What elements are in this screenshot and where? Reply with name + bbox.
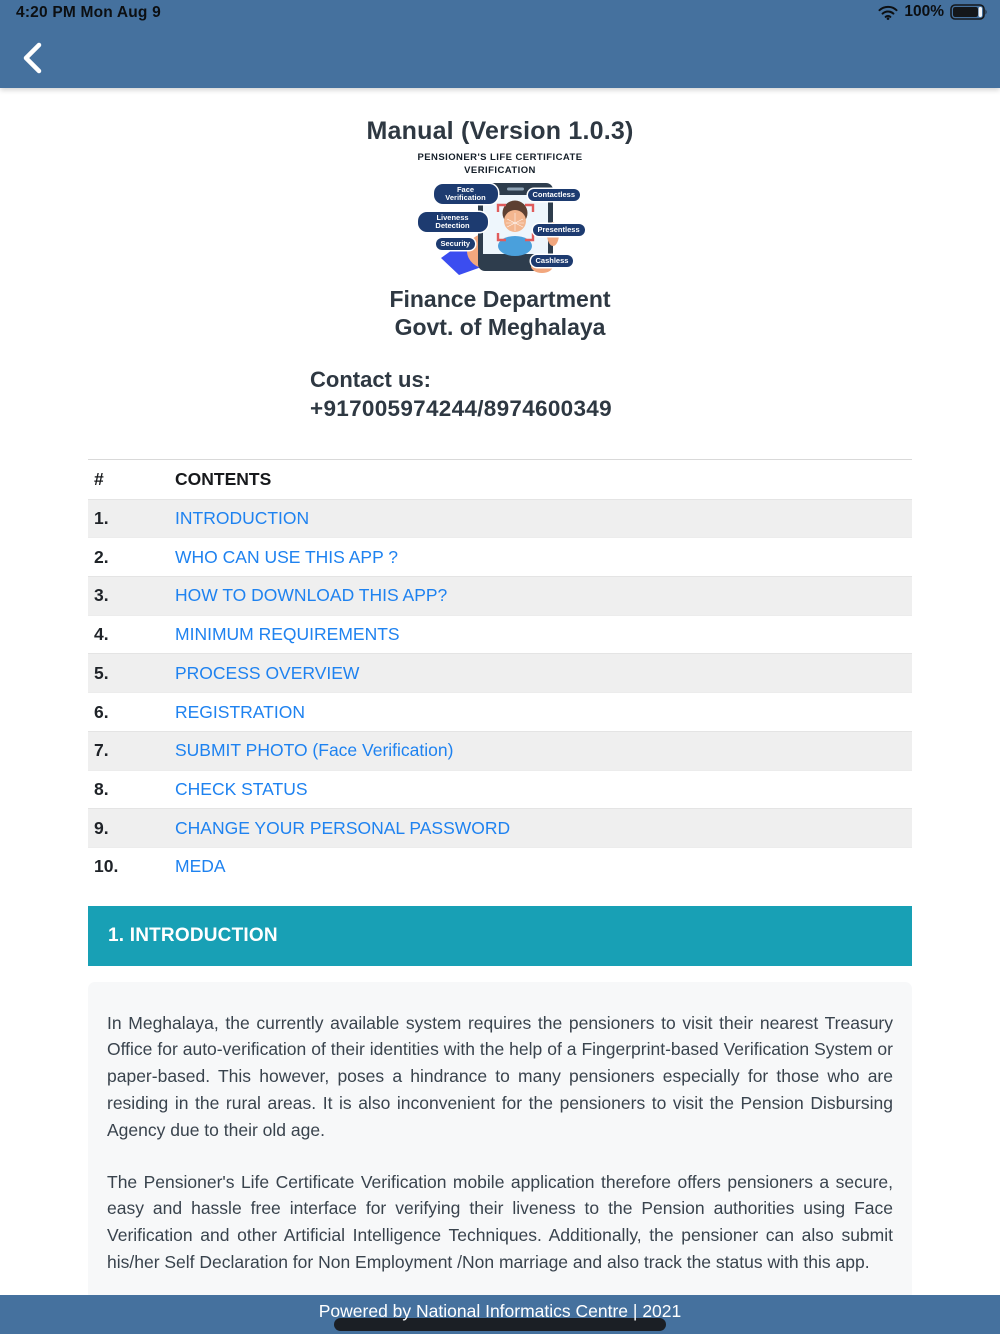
- toc-row-number: 7.: [94, 740, 109, 761]
- toc-row-number: 8.: [94, 778, 109, 799]
- wifi-icon: [878, 5, 898, 20]
- toc-row: [88, 731, 912, 770]
- toc-link-how-to-download[interactable]: HOW TO DOWNLOAD THIS APP?: [175, 585, 448, 606]
- logo-pill-cashless: Cashless: [531, 255, 574, 267]
- footer-credit: Powered by National Informatics Centre | 2021: [318, 1301, 682, 1321]
- toc-row: [88, 615, 912, 654]
- toc-row-number: 9.: [94, 817, 109, 838]
- toc-row: [88, 770, 912, 809]
- toc-row-number: 6.: [94, 701, 109, 722]
- toc-row: [88, 847, 912, 886]
- logo-pill-presentless: Presentless: [533, 224, 585, 236]
- toc-col-contents: CONTENTS: [175, 468, 272, 489]
- battery-icon: [950, 4, 988, 20]
- page-content: [0, 88, 1000, 1300]
- back-button[interactable]: [12, 38, 52, 78]
- app-logo: [413, 181, 588, 275]
- toc-row: [88, 653, 912, 692]
- battery-percent-label: 100%: [904, 3, 944, 20]
- contact-numbers[interactable]: +917005974244/8974600349: [310, 395, 612, 421]
- toc-link-submit-photo[interactable]: SUBMIT PHOTO (Face Verification): [175, 740, 454, 761]
- page-title: Manual (Version 1.0.3): [366, 117, 634, 145]
- toc-row-number: 3.: [94, 585, 109, 606]
- toc-link-introduction[interactable]: INTRODUCTION: [175, 508, 310, 529]
- toc-table: [88, 459, 912, 886]
- logo-pill-contactless: Contactless: [528, 189, 581, 201]
- toc-row: [88, 576, 912, 615]
- section-header-introduction: 1. INTRODUCTION: [88, 906, 912, 966]
- toc-link-check-status[interactable]: CHECK STATUS: [175, 778, 308, 799]
- toc-link-who-can-use[interactable]: WHO CAN USE THIS APP ?: [175, 546, 399, 567]
- toc-row-number: 2.: [94, 546, 109, 567]
- toc-row: [88, 692, 912, 731]
- toc-link-registration[interactable]: REGISTRATION: [175, 701, 305, 722]
- introduction-body: [88, 982, 912, 1300]
- department-block: [0, 285, 1000, 341]
- toc-row: [88, 808, 912, 847]
- status-datetime: 4:20 PM Mon Aug 9: [16, 4, 161, 21]
- toc-row-number: 5.: [94, 662, 109, 683]
- toc-link-process-overview[interactable]: PROCESS OVERVIEW: [175, 662, 360, 683]
- toc-col-hash: #: [94, 468, 104, 489]
- footer-bar: [0, 1295, 1000, 1334]
- introduction-paragraph-1: In Meghalaya, the currently available system requires the pensioners to visit their nearest Treasury Office for auto-verification of their identities with the help of a Fingerprint-based Verification System or paper-based. This however, poses a hindrance to many pensioners especially for those who are residing in the rural areas. It is also inconvenient for the pensioners to visit the Pension Disbursing Agency due to their old age.: [107, 1012, 893, 1140]
- toc-link-meda[interactable]: MEDA: [175, 856, 226, 877]
- contact-label: Contact us:: [310, 366, 431, 392]
- introduction-paragraph-2: The Pensioner's Life Certificate Verification mobile application therefore offers pensioners a secure, easy and hassle free interface for verifying their liveness to the Pension authorities using Face Verification and other Artificial Intelligence Techniques. Additionally, the pensioner can also submit his/her Self Declaration for Non Employment /Non marriage and also track the status with this app.: [107, 1171, 893, 1272]
- logo-pill-face-verification: Face Verification: [434, 184, 498, 205]
- toc-row: [88, 537, 912, 576]
- toc-row-number: 4.: [94, 624, 109, 645]
- status-right-cluster: [878, 3, 988, 21]
- contact-block: [310, 367, 1000, 422]
- government-name: Govt. of Meghalaya: [394, 313, 606, 340]
- toc-row-number: 1.: [94, 508, 109, 529]
- toc-link-minimum-requirements[interactable]: MINIMUM REQUIREMENTS: [175, 624, 400, 645]
- toc-link-change-password[interactable]: CHANGE YOUR PERSONAL PASSWORD: [175, 817, 511, 838]
- toc-row-number: 10.: [94, 856, 119, 877]
- toc-header-row: [88, 460, 912, 499]
- top-bar: [0, 0, 1000, 88]
- logo-caption: PENSIONER'S LIFE CERTIFICATE VERIFICATION: [417, 152, 583, 176]
- toc-row: [88, 499, 912, 538]
- logo-pill-liveness-detection: Liveness Detection: [418, 212, 488, 233]
- chevron-left-icon: [21, 42, 43, 74]
- department-name: Finance Department: [389, 285, 611, 312]
- logo-pill-security: Security: [436, 238, 476, 250]
